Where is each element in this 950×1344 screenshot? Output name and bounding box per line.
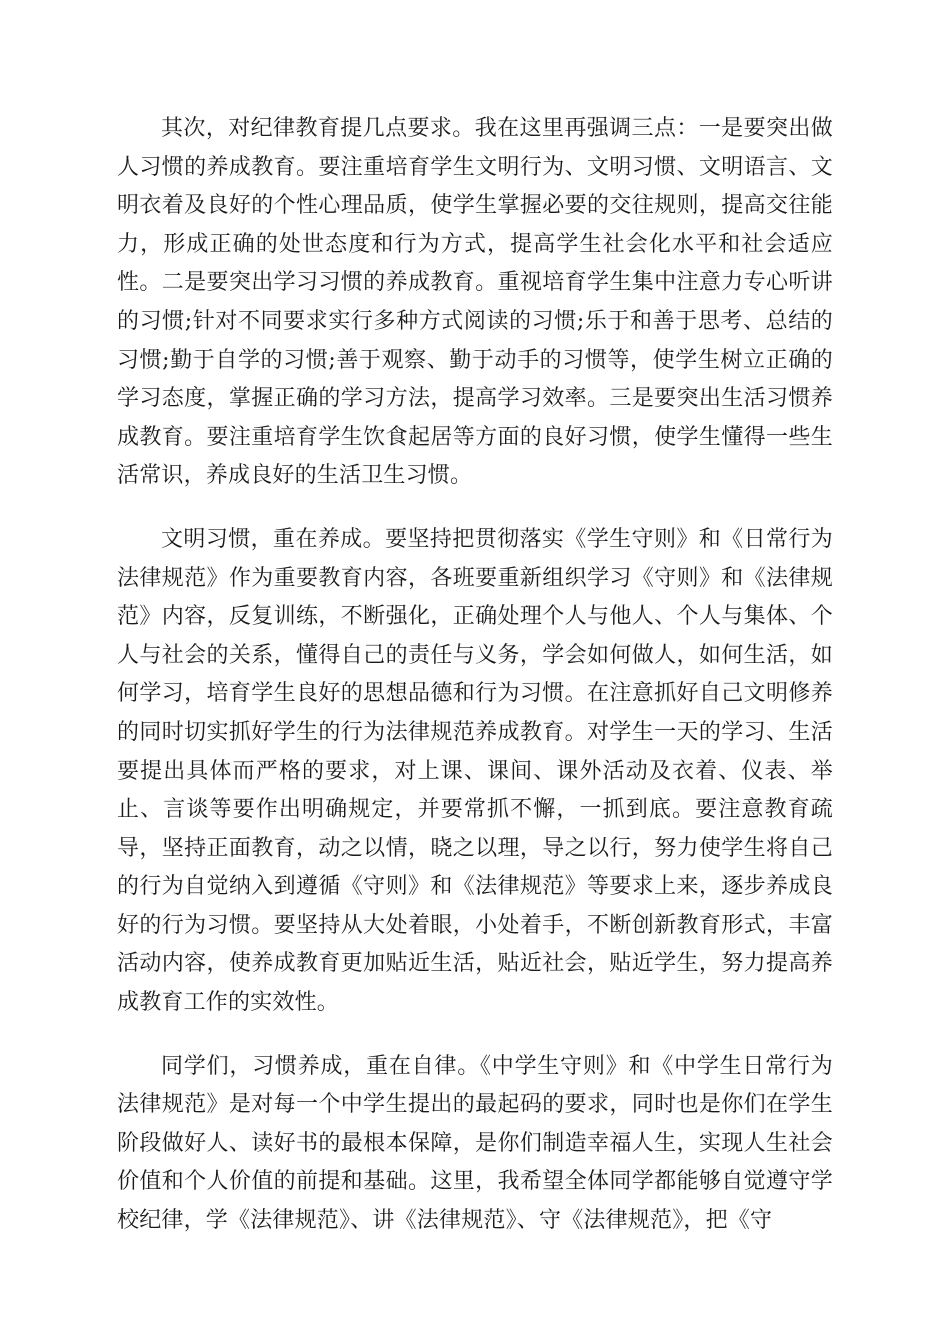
- paragraph-discipline-requirements: 其次，对纪律教育提几点要求。我在这里再强调三点：一是要突出做人习惯的养成教育。要注重培育学生文明行为、文明习惯、文明语言、文明衣着及良好的个性心理品质，使学生掌握必要的交往规则，提高交往能力，形成正确的处世态度和行为方式，提高学生社会化水平和社会适应性。二是要突出学习习惯的养成教育。重视培育学生集中注意力专心听讲的习惯;针对不同要求实行多种方式阅读的习惯;乐于和善于思考、总结的习惯;勤于自学的习惯;善于观察、勤于动手的习惯等，使学生树立正确的学习态度，掌握正确的学习方法，提高学习效率。三是要突出生活习惯养成教育。要注重培育学生饮食起居等方面的良好习惯，使学生懂得一些生活常识，养成良好的生活卫生习惯。: [117, 116, 833, 489]
- paragraph-self-discipline: 同学们，习惯养成，重在自律。《中学生守则》和《中学生日常行为法律规范》是对每一个中学生提出的最起码的要求，同时也是你们在学生阶段做好人、读好书的最根本保障，是你们制造幸福人生，实现人生社会价值和个人价值的前提和基础。这里，我希望全体同学都能够自觉遵守学校纪律，学《法律规范》、讲《法律规范》、守《法律规范》，把《守: [117, 1053, 833, 1234]
- document-page: [117, 110, 833, 1310]
- paragraph-civilized-habits: 文明习惯，重在养成。要坚持把贯彻落实《学生守则》和《日常行为法律规范》作为重要教育内容，各班要重新组织学习《守则》和《法律规范》内容，反复训练，不断强化，正确处理个人与他人、个人与集体、个人与社会的关系，懂得自己的责任与义务，学会如何做人，如何生活，如何学习，培育学生良好的思想品德和行为习惯。在注意抓好自己文明修养的同时切实抓好学生的行为法律规范养成教育。对学生一天的学习、生活要提出具体而严格的要求，对上课、课间、课外活动及衣着、仪表、举止、言谈等要作出明确规定，并要常抓不懈，一抓到底。要注意教育疏导，坚持正面教育，动之以情，晓之以理，导之以行，努力使学生将自己的行为自觉纳入到遵循《守则》和《法律规范》等要求上来，逐步养成良好的行为习惯。要坚持从大处着眼，小处着手，不断创新教育形式，丰富活动内容，使养成教育更加贴近生活，贴近社会，贴近学生，努力提高养成教育工作的实效性。: [117, 526, 833, 1016]
